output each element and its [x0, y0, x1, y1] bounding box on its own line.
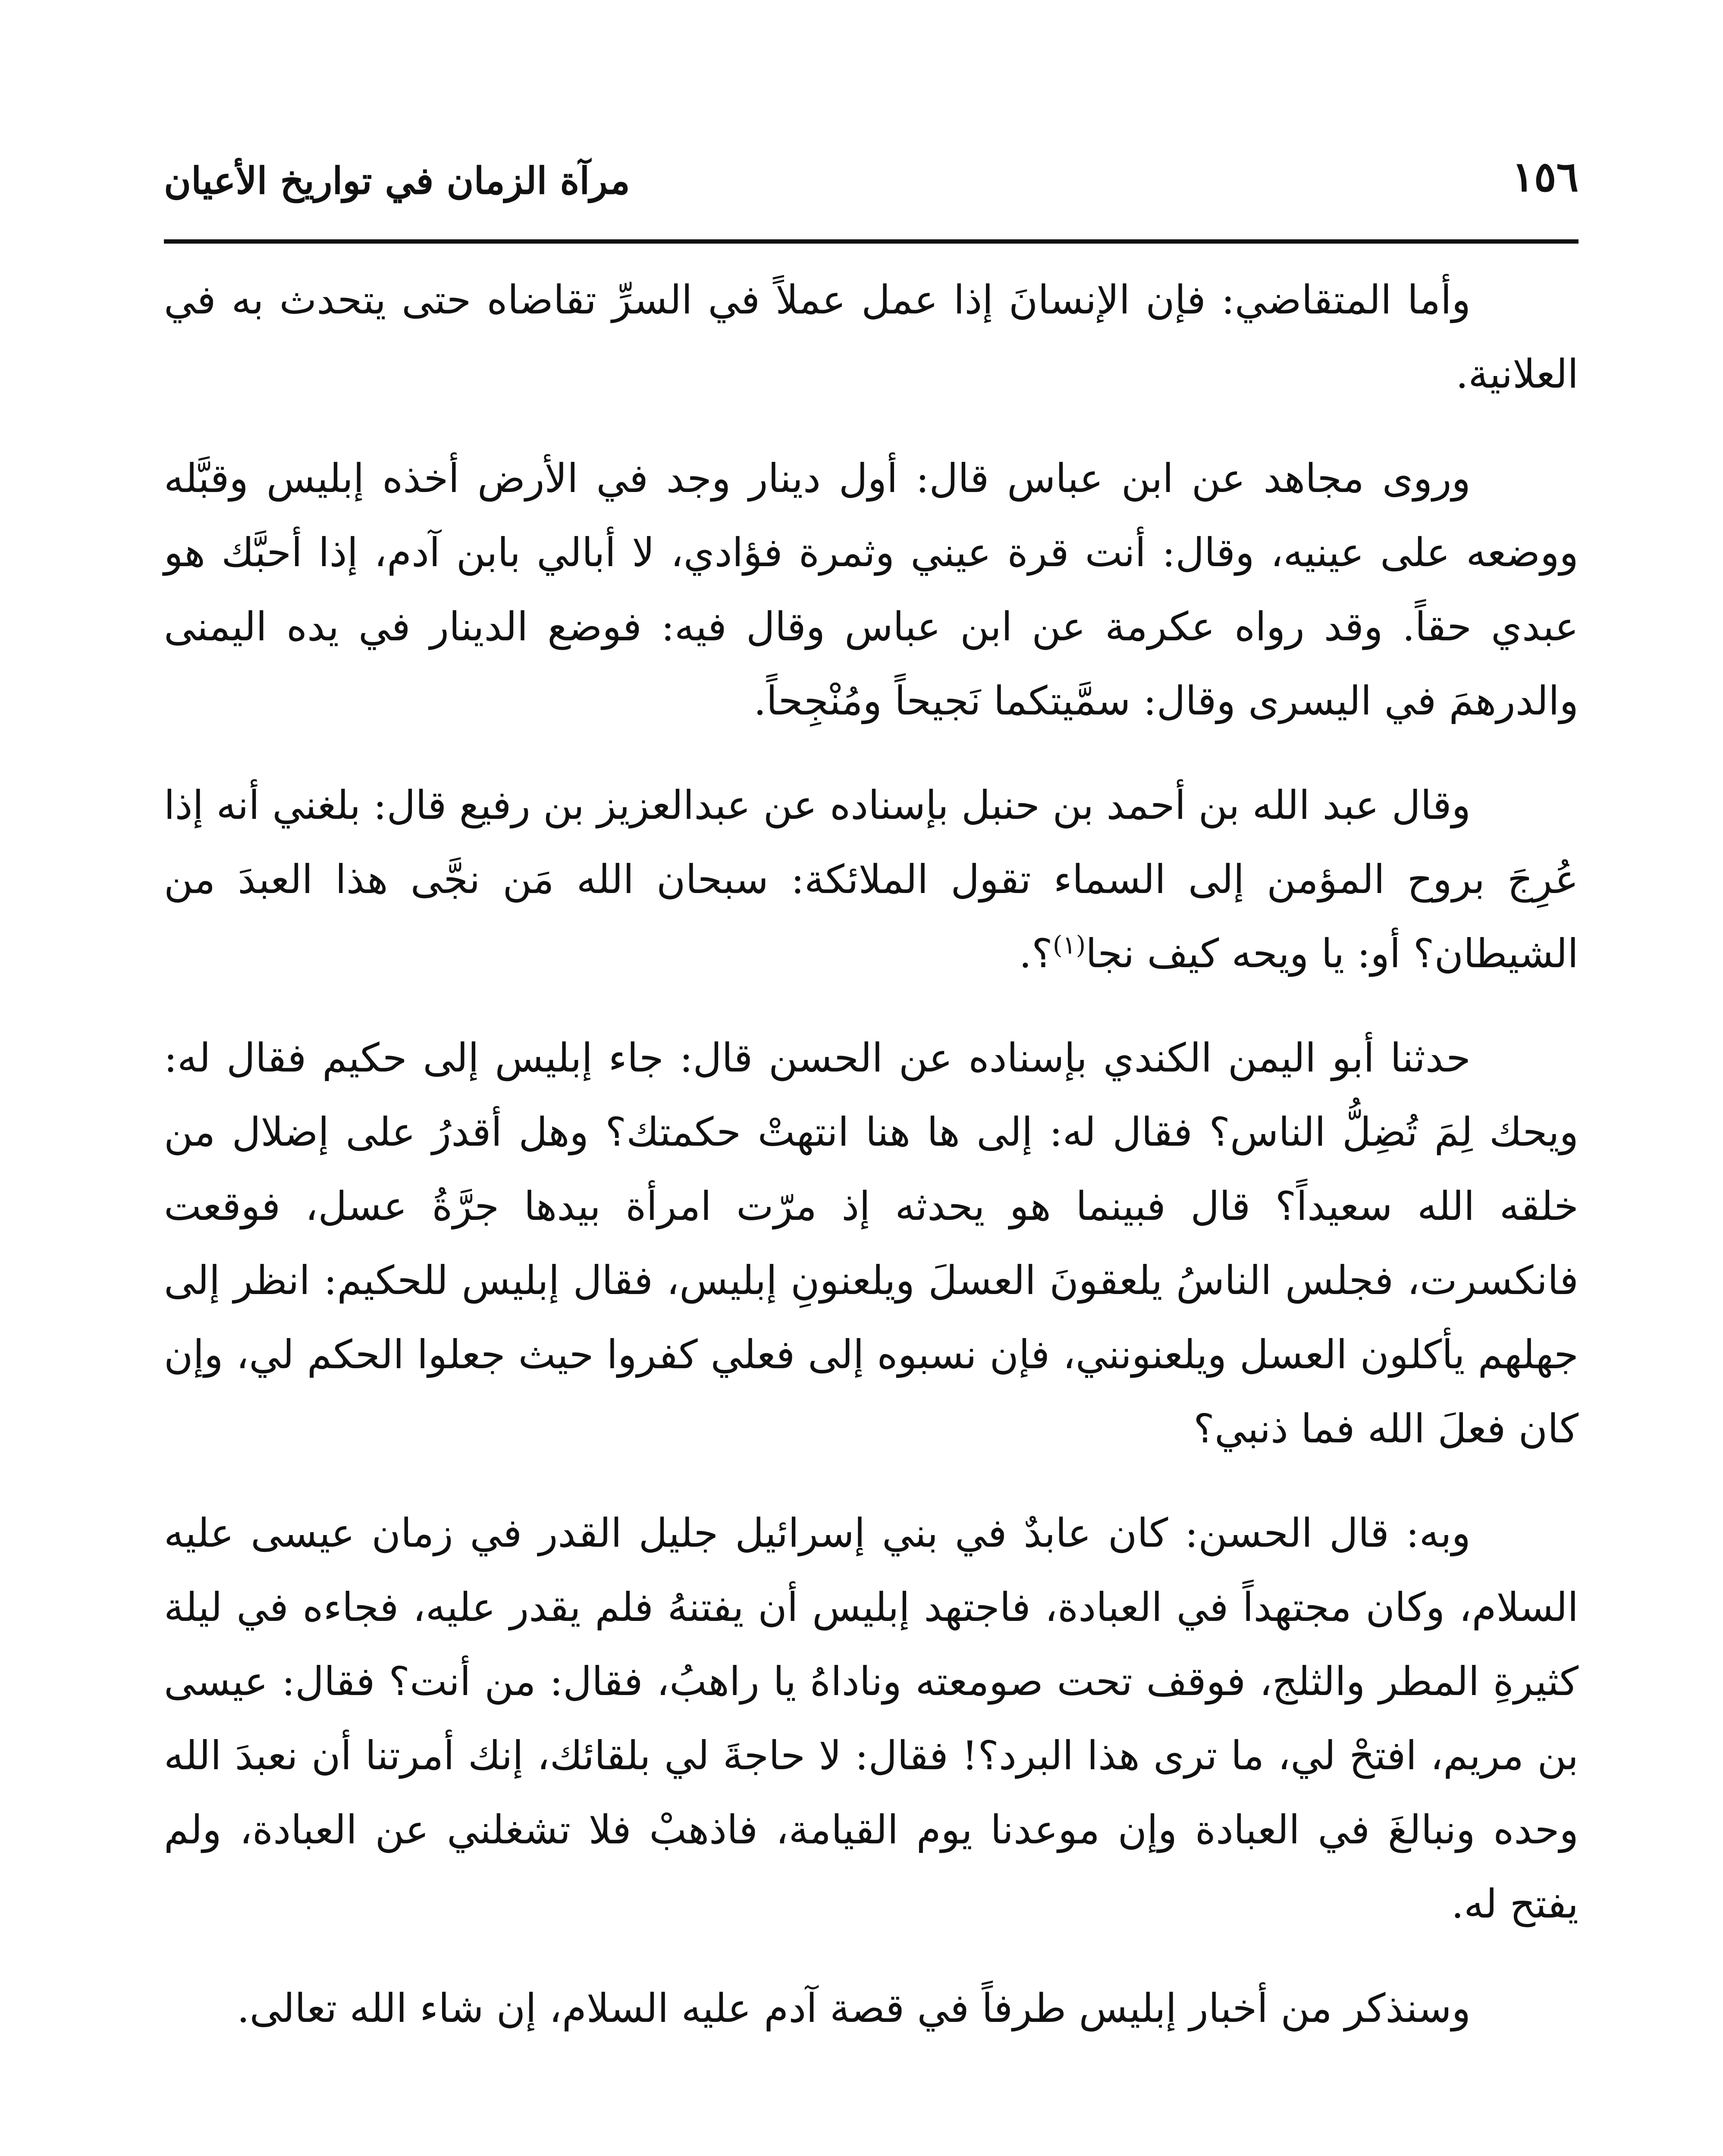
page-header: [164, 142, 1579, 229]
paragraph-3-text: وقال عبد الله بن أحمد بن حنبل بإسناده عن عبدالعزيز بن رفيع قال: بلغني أنه إذا عُرِجَ بروح المؤمن إلى السماء تقول الملائكة: سبحان الله مَن نجَّى هذا العبدَ من الشيطان؟ أو: يا ويحه كيف نجا: [164, 782, 1579, 977]
paragraph-5: وبه: قال الحسن: كان عابدٌ في بني إسرائيل جليل القدر في زمان عيسى عليه السلام، وكان مجتهداً في العبادة، فاجتهد إبليس أن يفتنهُ فلم يقدر عليه، فجاءه في ليلة كثيرةِ المطر والثلج، فوقف تحت صومعته وناداهُ يا راهبُ، فقال: من أنت؟ فقال: عيسى بن مريم، افتحْ لي، ما ترى هذا البرد؟! فقال: لا حاجةَ لي بلقائك، إنك أمرتنا أن نعبدَ الله وحده ونبالغَ في العبادة وإن موعدنا يوم القيامة، فاذهبْ فلا تشغلني عن العبادة، ولم يفتح له.: [164, 1510, 1579, 1927]
page-number: ١٥٦: [1512, 152, 1579, 201]
paragraph-2: وروى مجاهد عن ابن عباس قال: أول دينار وجد في الأرض أخذه إبليس وقبَّله ووضعه على عينيه، وقال: أنت قرة عيني وثمرة فؤادي، لا أبالي بابن آدم، إذا أحبَّك هو عبدي حقاً. وقد رواه عكرمة عن ابن عباس وقال فيه: فوضع الدينار في يده اليمنى والدرهمَ في اليسرى وقال: سمَّيتكما نَجيحاً ومُنْجِحاً.: [164, 455, 1579, 724]
paragraph-closing: وسنذكر من أخبار إبليس طرفاً في قصة آدم عليه السلام، إن شاء الله تعالى.: [237, 1985, 1471, 2031]
main-text: [164, 263, 1579, 2046]
paragraph-3: [164, 768, 1579, 991]
paragraph-1: وأما المتقاضي: فإن الإنسانَ إذا عمل عملاً في السرِّ تقاضاه حتى يتحدث به في العلانية.: [164, 277, 1579, 397]
paragraph-3-end: ؟.: [1019, 931, 1053, 977]
header-rule: [164, 239, 1579, 244]
running-title: مرآة الزمان في تواريخ الأعيان: [164, 159, 630, 203]
footnote-reference: (١): [1052, 930, 1086, 960]
paragraph-4: حدثنا أبو اليمن الكندي بإسناده عن الحسن قال: جاء إبليس إلى حكيم فقال له: ويحك لِمَ تُضِلُّ الناس؟ فقال له: إلى ها هنا انتهتْ حكمتك؟ وهل أقدرُ على إضلال من خلقه الله سعيداً؟ قال فبينما هو يحدثه إذ مرّت امرأة بيدها جرَّةُ عسل، فوقعت فانكسرت، فجلس الناسُ يلعقونَ العسلَ ويلعنونِ إبليس، فقال إبليس للحكيم: انظر إلى جهلهم يأكلون العسل ويلعنونني، فإن نسبوه إلى فعلي كفروا حيث جعلوا الحكم لي، وإن كان فعلَ الله فما ذنبي؟: [164, 1035, 1579, 1452]
